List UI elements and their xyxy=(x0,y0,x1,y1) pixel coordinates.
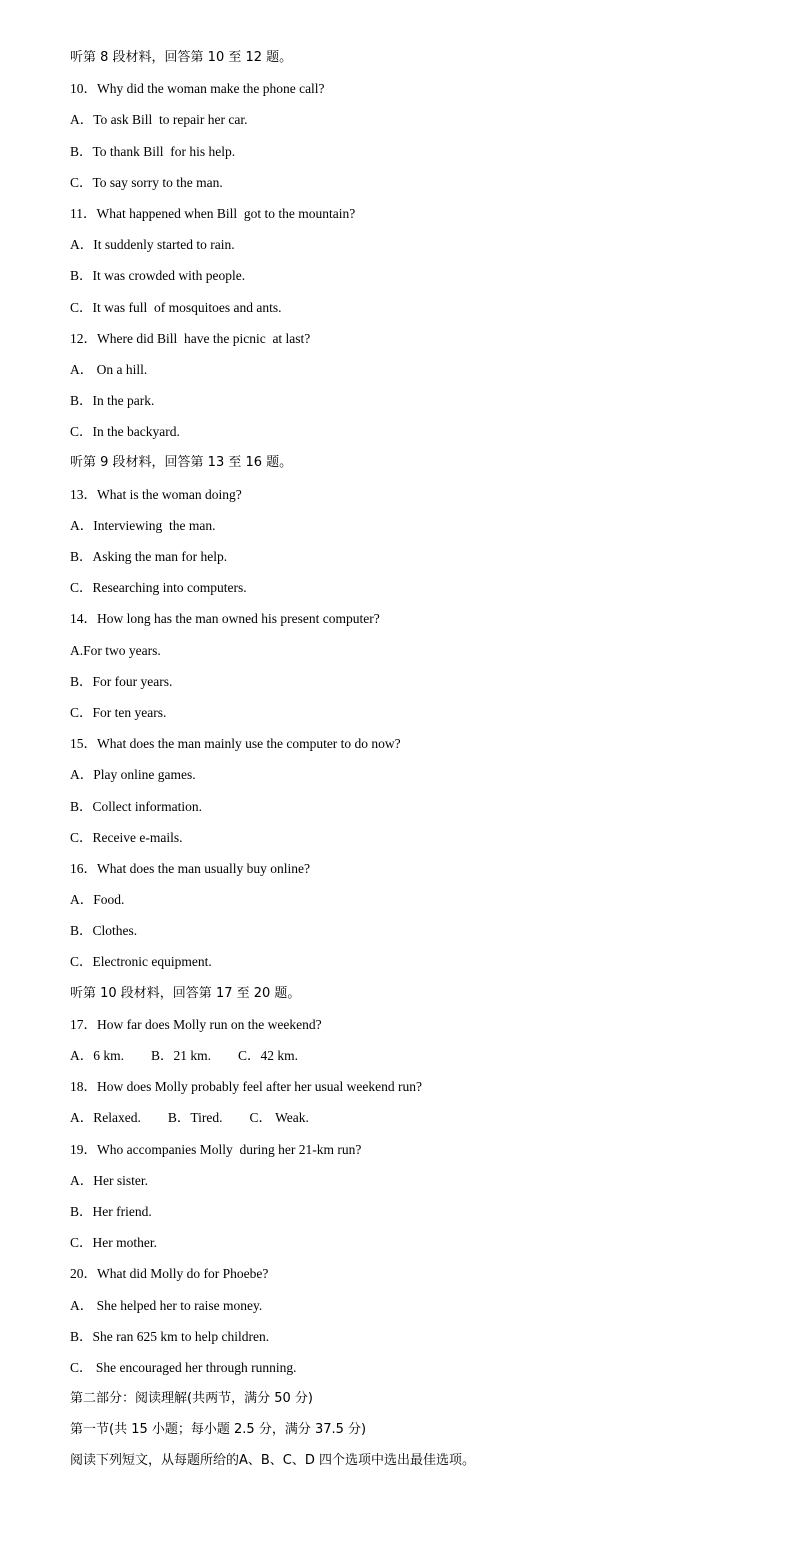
option-13c: C．Researching into computers. xyxy=(70,580,247,596)
option-10b: B．To thank Bill for his help. xyxy=(70,143,236,159)
option-10a: A．To ask Bill to repair her car. xyxy=(70,112,248,128)
option-16b: B．Clothes. xyxy=(70,923,138,939)
option-10c: C．To say sorry to the man. xyxy=(70,174,223,190)
reading-instructions: 阅读下列短文，从每题所给的A、B、C、D 四个选项中选出最佳选项。 xyxy=(70,1453,476,1469)
option-20b: B．She ran 625 km to help children. xyxy=(70,1328,270,1344)
document-page xyxy=(70,48,770,1483)
option-15a: A．Play online games. xyxy=(70,767,196,783)
option-20c: C． She encouraged her through running. xyxy=(70,1359,297,1375)
option-12c: C．In the backyard. xyxy=(70,424,180,440)
question-10: 10．Why did the woman make the phone call? xyxy=(70,81,325,97)
question-20: 20．What did Molly do for Phoebe? xyxy=(70,1266,269,1282)
option-12a: A． On a hill. xyxy=(70,361,148,377)
option-11c: C．It was full of mosquitoes and ants. xyxy=(70,299,282,315)
option-16c: C．Electronic equipment. xyxy=(70,954,212,970)
option-20a: A． She helped her to raise money. xyxy=(70,1297,263,1313)
question-18: 18．How does Molly probably feel after her usual weekend run? xyxy=(70,1079,423,1095)
question-15: 15．What does the man mainly use the computer to do now? xyxy=(70,736,401,752)
option-13a: A．Interviewing the man. xyxy=(70,517,216,533)
option-13b: B．Asking the man for help. xyxy=(70,549,228,564)
option-15b: B．Collect information. xyxy=(70,798,202,814)
section-heading-passage-9: 听第 9 段材料，回答第 13 至 16 题。 xyxy=(70,455,293,471)
option-15c: C．Receive e-mails. xyxy=(70,829,183,845)
option-19b: B．Her friend. xyxy=(70,1203,152,1219)
question-17: 17．How far does Molly run on the weekend? xyxy=(70,1016,322,1032)
option-11a: A．It suddenly started to rain. xyxy=(70,237,235,253)
option-19c: C．Her mother. xyxy=(70,1235,157,1251)
options-18: A．Relaxed. B．Tired. C． Weak. xyxy=(70,1110,309,1126)
question-13: 13．What is the woman doing? xyxy=(70,486,242,502)
question-12: 12．Where did Bill have the picnic at last? xyxy=(70,330,311,346)
option-14a: A.For two years. xyxy=(70,642,161,658)
section-one-heading: 第一节(共 15 小题；每小题 2.5 分，满分 37.5 分) xyxy=(70,1422,367,1438)
option-19a: A．Her sister. xyxy=(70,1172,148,1188)
question-19: 19．Who accompanies Molly during her 21-km run? xyxy=(70,1141,362,1157)
question-11: 11．What happened when Bill got to the mountain? xyxy=(70,205,356,221)
option-16a: A．Food. xyxy=(70,892,125,908)
option-11b: B．It was crowded with people. xyxy=(70,268,246,284)
section-heading-passage-10: 听第 10 段材料，回答第 17 至 20 题。 xyxy=(70,985,301,1001)
question-14: 14．How long has the man owned his present computer? xyxy=(70,611,380,627)
question-16: 16．What does the man usually buy online? xyxy=(70,860,310,876)
option-12b: B．In the park. xyxy=(70,393,155,409)
options-17: A．6 km. B．21 km. C．42 km. xyxy=(70,1048,299,1063)
part-two-heading: 第二部分：阅读理解(共两节，满分 50 分) xyxy=(70,1391,313,1407)
option-14b: B．For four years. xyxy=(70,673,173,689)
option-14c: C．For ten years. xyxy=(70,704,167,720)
section-heading-passage-8: 听第 8 段材料，回答第 10 至 12 题。 xyxy=(70,50,293,65)
